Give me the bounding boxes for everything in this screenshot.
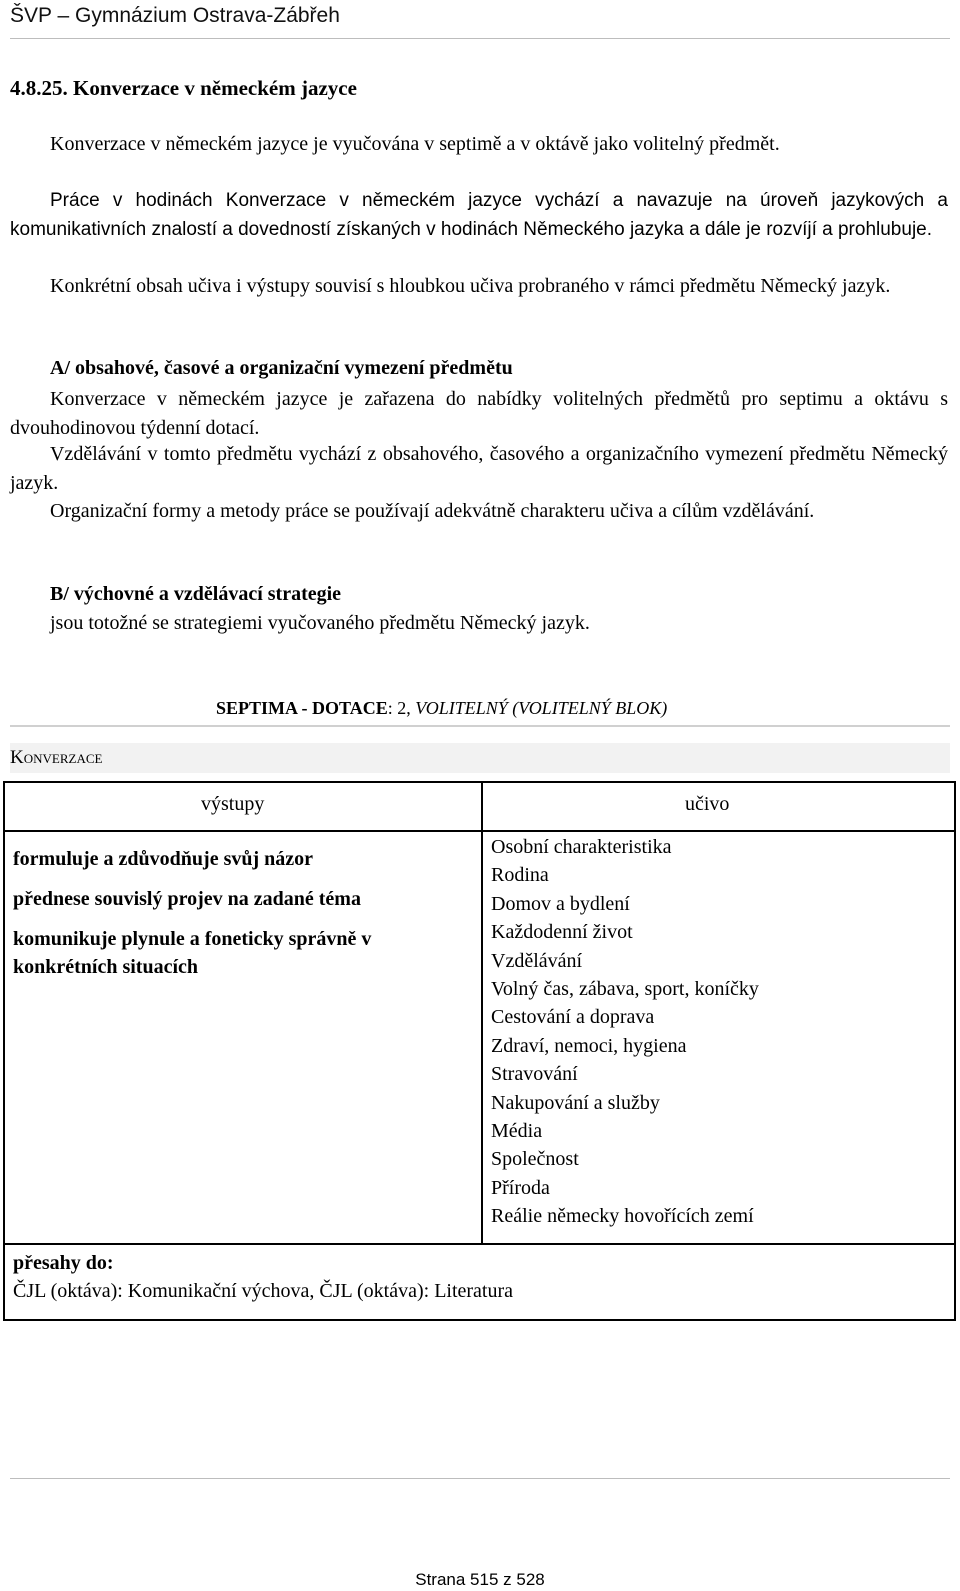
topic-item: Volný čas, zábava, sport, koníčky <box>491 978 759 1001</box>
overlap-cell <box>13 1249 513 1305</box>
topic-item: Cestování a doprava <box>491 1006 655 1029</box>
subject-label: Konverzace <box>10 743 950 773</box>
overlap-divider <box>5 1243 954 1245</box>
part-b-heading: B/ výchovné a vzdělávací strategie <box>50 583 342 605</box>
table-caption <box>216 698 667 719</box>
header-divider <box>5 830 954 832</box>
caption-rule <box>10 725 950 727</box>
topic-item: Rodina <box>491 864 549 887</box>
column-header-content: učivo <box>685 793 730 815</box>
intro-paragraph-2: Práce v hodinách Konverzace v německém jazyce vychází a navazuje na úroveň jazykových a komunikativních znalostí a dovedností získaných v hodinách Německého jazyka a dále je rozvíjí a prohlubuje. <box>10 190 948 240</box>
caption-grade: SEPTIMA <box>216 698 298 718</box>
intro-paragraph-1: Konverzace v německém jazyce je vyučována v septimě a v oktávě jako volitelný předmět. <box>50 133 780 155</box>
caption-dotace: DOTACE <box>312 698 388 718</box>
topic-item: Zdraví, nemoci, hygiena <box>491 1034 687 1057</box>
header-rule <box>10 38 950 39</box>
topic-item: Každodenní život <box>491 921 633 944</box>
curriculum-table <box>3 781 956 1321</box>
topic-item: Společnost <box>491 1148 579 1171</box>
overlap-text: ČJL (oktáva): Komunikační výchova, ČJL (oktáva): Literatura <box>13 1280 514 1302</box>
footer-rule <box>10 1478 950 1479</box>
outcome-item: formuluje a zdůvodňuje svůj názor <box>13 848 314 870</box>
topic-item: Osobní charakteristika <box>491 836 672 858</box>
outcome-item: komunikuje plynule a foneticky správně v konkrétních situacích <box>13 928 372 978</box>
content-cell <box>491 833 946 1231</box>
outcome-item: přednese souvislý projev na zadané téma <box>13 888 361 910</box>
topic-item: Domov a bydlení <box>491 892 630 915</box>
part-a-paragraph-1: Konverzace v německém jazyce je zařazena do nabídky volitelných předmětů pro septimu a oktávu s dvouhodinovou týdenní dotací. <box>10 388 948 439</box>
topic-item: Reálie německy hovořících zemí <box>491 1205 754 1228</box>
caption-block: (VOLITELNÝ BLOK) <box>507 698 668 718</box>
caption-hours: : 2, <box>387 698 416 718</box>
topic-item: Příroda <box>491 1176 550 1199</box>
outcomes-cell <box>13 845 473 993</box>
topic-item: Vzdělávání <box>491 949 583 972</box>
topic-item: Média <box>491 1120 543 1143</box>
topic-item: Stravování <box>491 1063 578 1086</box>
page-number: Strana 515 z 528 <box>415 1570 545 1589</box>
document-header: ŠVP – Gymnázium Ostrava-Zábřeh <box>10 4 340 27</box>
topic-item: Nakupování a služby <box>491 1091 660 1114</box>
part-a-paragraph-3: Organizační formy a metody práce se používají adekvátně charakteru učiva a cílům vzdělávání. <box>50 500 815 522</box>
intro-paragraph-3: Konkrétní obsah učiva i výstupy souvisí s hloubkou učiva probraného v rámci předmětu Německý jazyk. <box>50 275 891 297</box>
caption-separator: - <box>297 698 313 718</box>
overlap-label: přesahy do: <box>13 1252 114 1274</box>
part-a-paragraph-2: Vzdělávání v tomto předmětu vychází z obsahového, časového a organizačního vymezení předmětu Německý jazyk. <box>10 443 948 494</box>
column-header-outcomes: výstupy <box>201 793 265 815</box>
caption-type: VOLITELNÝ <box>415 698 508 718</box>
section-title: 4.8.25. Konverzace v německém jazyce <box>10 76 357 100</box>
part-b-text: jsou totožné se strategiemi vyučovaného předmětu Německý jazyk. <box>50 612 590 634</box>
part-a-heading: A/ obsahové, časové a organizační vymezení předmětu <box>50 357 513 379</box>
column-divider <box>481 783 483 1243</box>
